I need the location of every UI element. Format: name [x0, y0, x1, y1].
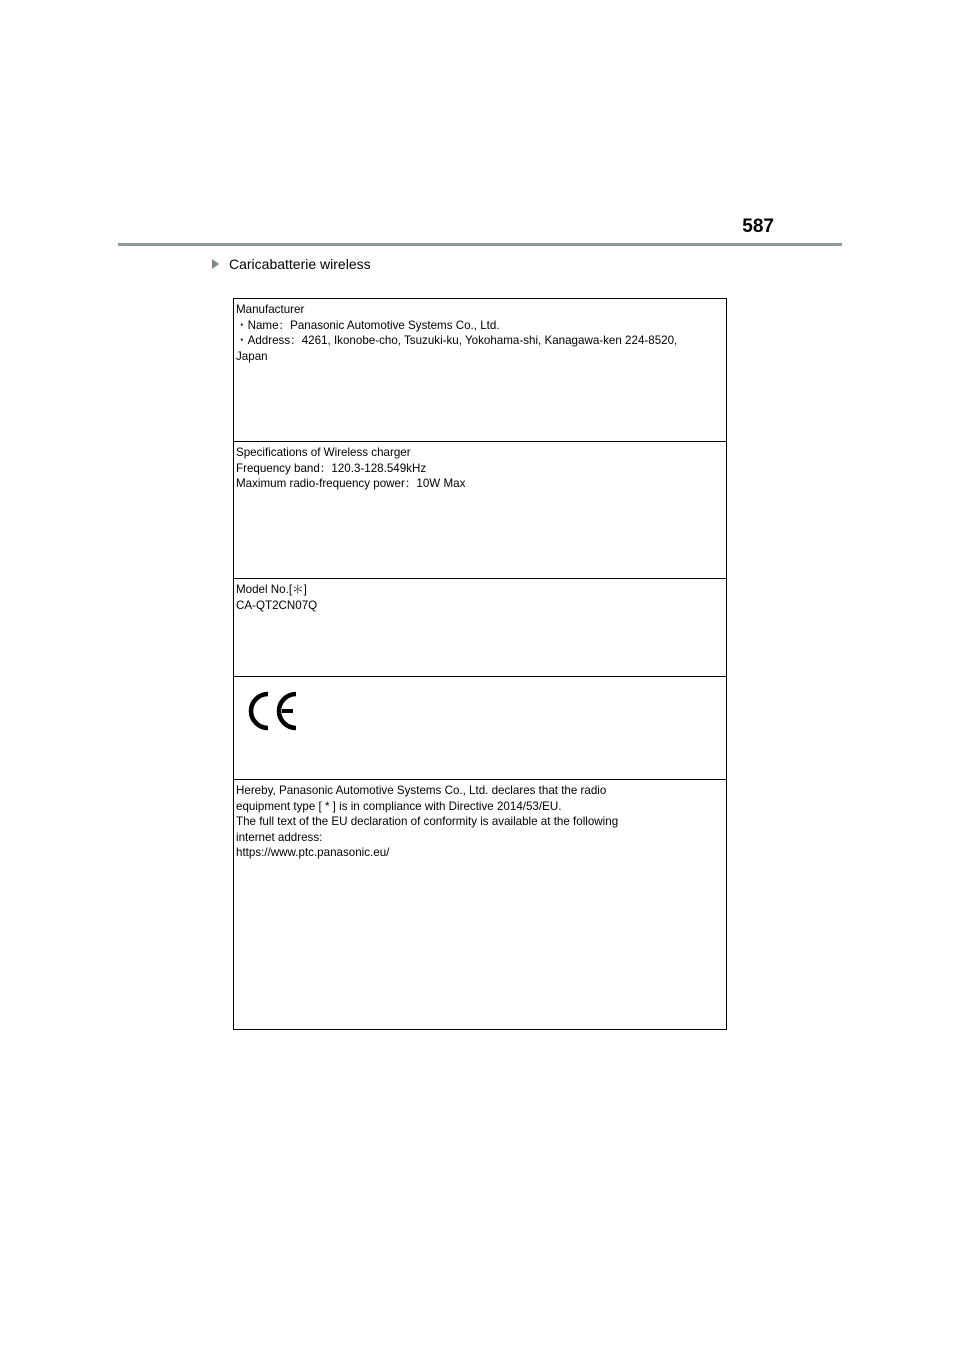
model-label: Model No.[＊]	[236, 583, 307, 596]
declaration-line: Hereby, Panasonic Automotive Systems Co., Ltd. declares that the radio	[236, 784, 607, 797]
page-number: 587	[742, 216, 774, 237]
triangle-right-icon	[212, 259, 219, 269]
manufacturer-address-country: Japan	[236, 349, 268, 363]
declaration-table	[233, 298, 727, 1030]
max-rf-power: Maximum radio-frequency power：10W Max	[236, 477, 466, 491]
ce-mark-cell	[234, 677, 726, 780]
manufacturer-address: ・Address：4261, Ikonobe-cho, Tsuzuki-ku, Yokohama-shi, Kanagawa-ken 224-8520,	[236, 334, 678, 348]
ce-mark-icon	[246, 691, 300, 731]
manufacturer-name: ・Name：Panasonic Automotive Systems Co., Ltd.	[236, 318, 500, 332]
declaration-line: The full text of the EU declaration of conformity is available at the following	[236, 815, 619, 829]
model-cell	[234, 579, 726, 677]
specifications-cell	[234, 442, 726, 579]
frequency-band: Frequency band：120.3-128.549kHz	[236, 461, 427, 475]
declaration-url: https://www.ptc.panasonic.eu/	[236, 846, 390, 860]
manufacturer-heading: Manufacturer	[236, 303, 305, 316]
specifications-heading: Specifications of Wireless charger	[236, 446, 411, 459]
model-number: CA-QT2CN07Q	[236, 598, 318, 612]
header-rule	[118, 243, 842, 246]
section-title-text: Caricabatterie wireless	[229, 256, 371, 272]
declaration-line: equipment type [ * ] is in compliance with Directive 2014/53/EU.	[236, 799, 562, 813]
declaration-cell	[234, 780, 726, 1029]
manufacturer-cell	[234, 299, 726, 442]
declaration-line: internet address:	[236, 830, 323, 844]
section-title	[212, 255, 371, 273]
